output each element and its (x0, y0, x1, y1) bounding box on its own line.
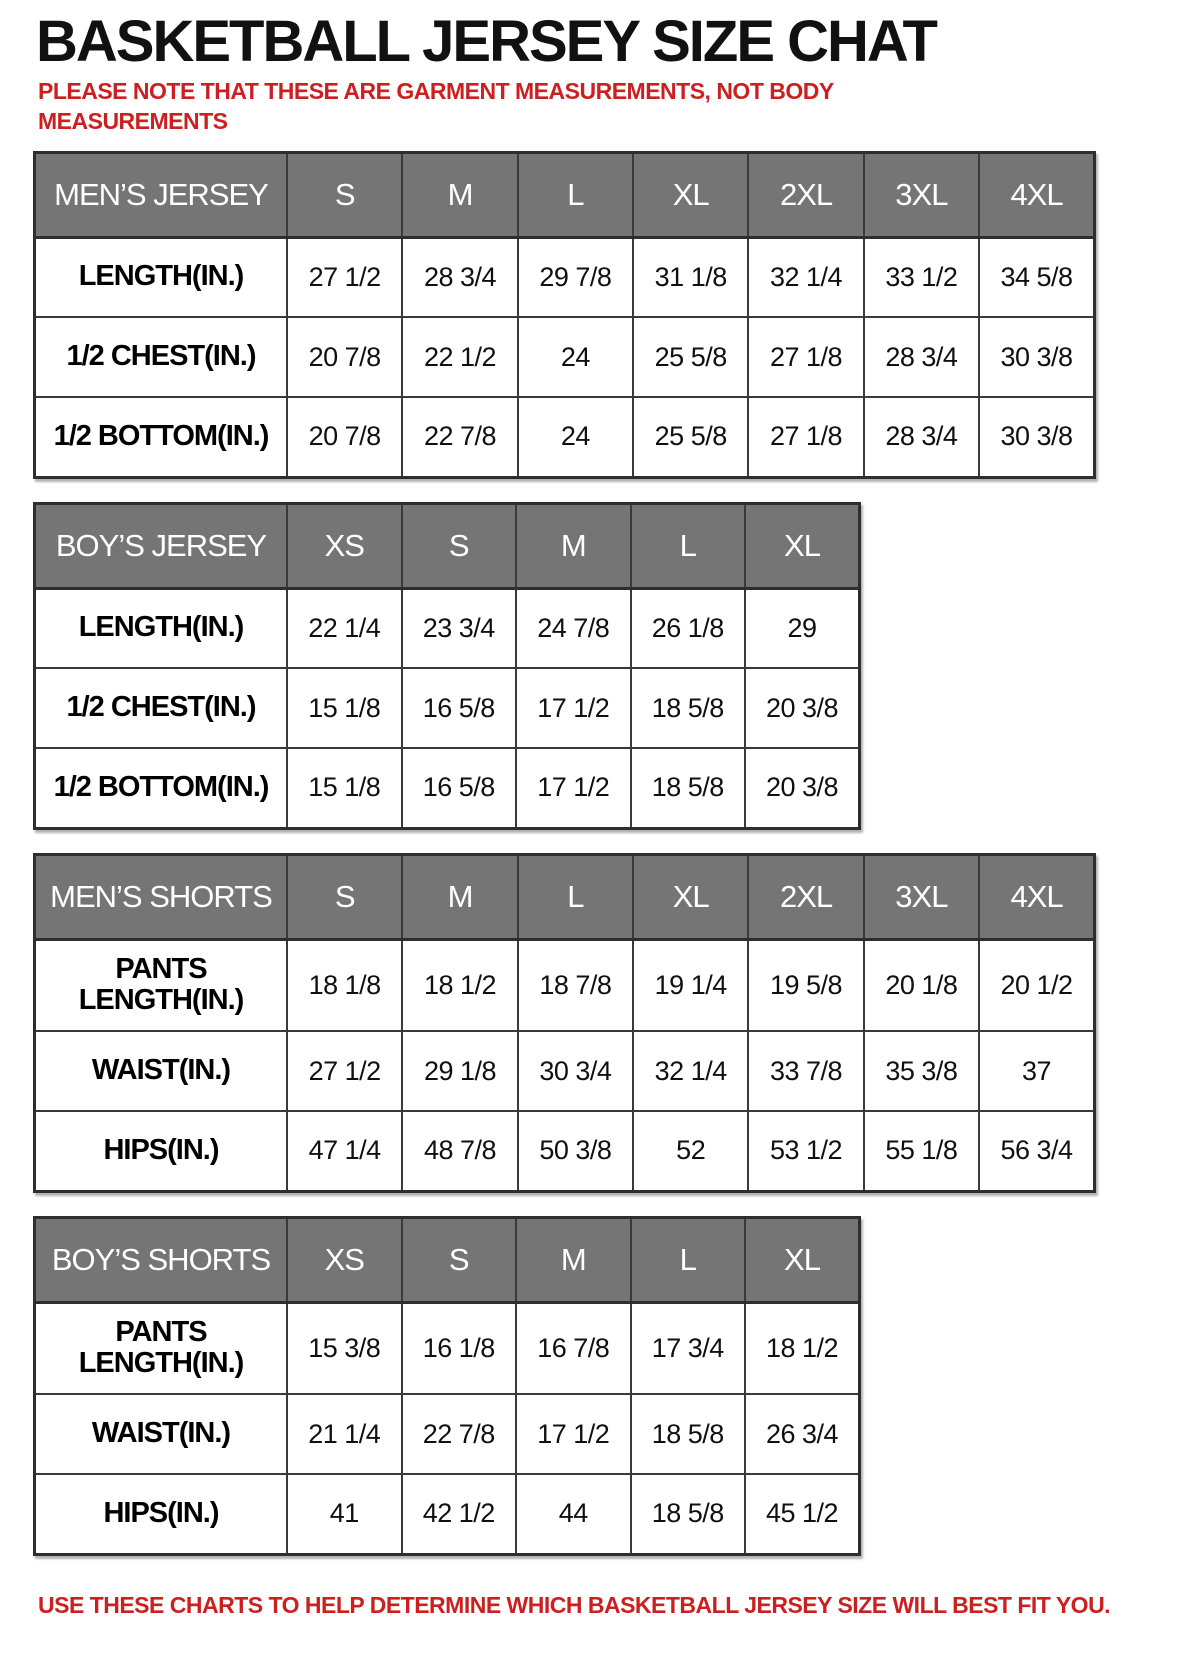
measurement-row (35, 1302, 860, 1394)
size-column-header: S (287, 152, 402, 237)
size-value-cell: 29 1/8 (402, 1031, 517, 1111)
size-value-cell: 20 3/8 (745, 748, 860, 828)
size-tables-container (33, 151, 1200, 1556)
size-value-cell: 26 3/4 (745, 1394, 860, 1474)
row-label: LENGTH(IN.) (35, 588, 288, 668)
size-column-header: M (516, 503, 631, 588)
size-table-mens-jersey (33, 151, 1096, 479)
garment-measurement-note: PLEASE NOTE THAT THESE ARE GARMENT MEASUREMENTS, NOT BODY MEASUREMENTS (38, 77, 834, 134)
table-title-cell: MEN’S JERSEY (35, 152, 288, 237)
size-value-cell: 24 (518, 317, 633, 397)
size-value-cell: 20 7/8 (287, 317, 402, 397)
size-value-cell: 18 5/8 (631, 668, 746, 748)
size-column-header: L (631, 503, 746, 588)
header-row (35, 1217, 860, 1302)
size-value-cell: 25 5/8 (633, 397, 748, 477)
size-column-header: L (631, 1217, 746, 1302)
size-value-cell: 47 1/4 (287, 1111, 402, 1191)
header-row (35, 503, 860, 588)
size-value-cell: 33 7/8 (748, 1031, 863, 1111)
size-column-header: XL (745, 503, 860, 588)
footer-usage-note: USE THESE CHARTS TO HELP DETERMINE WHICH BASKETBALL JERSEY SIZE WILL BEST FIT YOU. (38, 1591, 1111, 1618)
size-value-cell: 33 1/2 (864, 237, 979, 317)
row-label: 1/2 CHEST(IN.) (35, 317, 288, 397)
measurement-row (35, 668, 860, 748)
measurement-row (35, 397, 1095, 477)
size-column-header: M (402, 854, 517, 939)
size-value-cell: 30 3/8 (979, 397, 1094, 477)
size-column-header: 3XL (864, 152, 979, 237)
size-value-cell: 21 1/4 (287, 1394, 402, 1474)
size-value-cell: 27 1/2 (287, 237, 402, 317)
size-column-header: XL (633, 854, 748, 939)
size-value-cell: 41 (287, 1474, 402, 1554)
size-value-cell: 32 1/4 (633, 1031, 748, 1111)
size-column-header: S (402, 503, 517, 588)
size-value-cell: 23 3/4 (402, 588, 517, 668)
size-value-cell: 53 1/2 (748, 1111, 863, 1191)
size-value-cell: 56 3/4 (979, 1111, 1094, 1191)
size-value-cell: 30 3/8 (979, 317, 1094, 397)
size-value-cell: 29 (745, 588, 860, 668)
size-value-cell: 18 1/8 (287, 939, 402, 1031)
size-value-cell: 44 (516, 1474, 631, 1554)
size-value-cell: 30 3/4 (518, 1031, 633, 1111)
size-column-header: 3XL (864, 854, 979, 939)
size-value-cell: 18 7/8 (518, 939, 633, 1031)
row-label: LENGTH(IN.) (35, 237, 288, 317)
size-table-boys-jersey (33, 502, 861, 830)
size-column-header: 4XL (979, 152, 1094, 237)
table-title-cell: BOY’S SHORTS (35, 1217, 288, 1302)
measurement-row (35, 237, 1095, 317)
size-value-cell: 24 7/8 (516, 588, 631, 668)
size-value-cell: 32 1/4 (748, 237, 863, 317)
size-value-cell: 18 1/2 (402, 939, 517, 1031)
size-value-cell: 16 5/8 (402, 668, 517, 748)
row-label: PANTS LENGTH(IN.) (35, 939, 288, 1031)
measurement-row (35, 1031, 1095, 1111)
size-column-header: S (402, 1217, 517, 1302)
size-value-cell: 22 1/2 (402, 317, 517, 397)
size-value-cell: 18 5/8 (631, 748, 746, 828)
size-value-cell: 20 1/8 (864, 939, 979, 1031)
size-value-cell: 50 3/8 (518, 1111, 633, 1191)
row-label: WAIST(IN.) (35, 1394, 288, 1474)
measurement-row (35, 588, 860, 668)
size-value-cell: 55 1/8 (864, 1111, 979, 1191)
size-column-header: 2XL (748, 854, 863, 939)
size-column-header: 4XL (979, 854, 1094, 939)
size-value-cell: 45 1/2 (745, 1474, 860, 1554)
size-value-cell: 34 5/8 (979, 237, 1094, 317)
row-label: 1/2 BOTTOM(IN.) (35, 748, 288, 828)
size-table-boys-shorts (33, 1216, 861, 1556)
size-column-header: 2XL (748, 152, 863, 237)
size-column-header: M (402, 152, 517, 237)
size-value-cell: 27 1/8 (748, 317, 863, 397)
row-label: 1/2 BOTTOM(IN.) (35, 397, 288, 477)
table-title-cell: MEN’S SHORTS (35, 854, 288, 939)
size-value-cell: 17 1/2 (516, 748, 631, 828)
size-value-cell: 16 1/8 (402, 1302, 517, 1394)
size-value-cell: 19 1/4 (633, 939, 748, 1031)
size-column-header: XS (287, 1217, 402, 1302)
size-value-cell: 28 3/4 (864, 317, 979, 397)
row-label: WAIST(IN.) (35, 1031, 288, 1111)
size-value-cell: 20 3/8 (745, 668, 860, 748)
size-value-cell: 22 7/8 (402, 397, 517, 477)
size-value-cell: 17 1/2 (516, 1394, 631, 1474)
size-column-header: XS (287, 503, 402, 588)
row-label: PANTS LENGTH(IN.) (35, 1302, 288, 1394)
table-title-cell: BOY’S JERSEY (35, 503, 288, 588)
size-value-cell: 29 7/8 (518, 237, 633, 317)
size-value-cell: 35 3/8 (864, 1031, 979, 1111)
size-value-cell: 16 5/8 (402, 748, 517, 828)
row-label: HIPS(IN.) (35, 1474, 288, 1554)
size-column-header: XL (745, 1217, 860, 1302)
size-value-cell: 27 1/2 (287, 1031, 402, 1111)
size-value-cell: 28 3/4 (864, 397, 979, 477)
size-value-cell: 15 1/8 (287, 748, 402, 828)
size-value-cell: 19 5/8 (748, 939, 863, 1031)
size-value-cell: 27 1/8 (748, 397, 863, 477)
measurement-row (35, 317, 1095, 397)
measurement-row (35, 939, 1095, 1031)
size-value-cell: 16 7/8 (516, 1302, 631, 1394)
header-row (35, 152, 1095, 237)
size-column-header: XL (633, 152, 748, 237)
header-row (35, 854, 1095, 939)
size-value-cell: 18 5/8 (631, 1394, 746, 1474)
size-value-cell: 17 3/4 (631, 1302, 746, 1394)
size-value-cell: 31 1/8 (633, 237, 748, 317)
page-title: BASKETBALL JERSEY SIZE CHAT (36, 9, 936, 74)
size-column-header: S (287, 854, 402, 939)
size-value-cell: 20 1/2 (979, 939, 1094, 1031)
size-value-cell: 17 1/2 (516, 668, 631, 748)
measurement-row (35, 748, 860, 828)
size-value-cell: 48 7/8 (402, 1111, 517, 1191)
size-value-cell: 25 5/8 (633, 317, 748, 397)
measurement-row (35, 1394, 860, 1474)
size-value-cell: 15 3/8 (287, 1302, 402, 1394)
size-value-cell: 28 3/4 (402, 237, 517, 317)
size-value-cell: 42 1/2 (402, 1474, 517, 1554)
size-value-cell: 26 1/8 (631, 588, 746, 668)
row-label: HIPS(IN.) (35, 1111, 288, 1191)
row-label: 1/2 CHEST(IN.) (35, 668, 288, 748)
size-value-cell: 52 (633, 1111, 748, 1191)
measurement-row (35, 1111, 1095, 1191)
size-value-cell: 22 1/4 (287, 588, 402, 668)
size-value-cell: 22 7/8 (402, 1394, 517, 1474)
size-column-header: L (518, 152, 633, 237)
size-value-cell: 20 7/8 (287, 397, 402, 477)
size-value-cell: 24 (518, 397, 633, 477)
size-value-cell: 37 (979, 1031, 1094, 1111)
size-chart-page (0, 9, 1200, 1679)
size-value-cell: 15 1/8 (287, 668, 402, 748)
size-value-cell: 18 5/8 (631, 1474, 746, 1554)
size-column-header: L (518, 854, 633, 939)
size-table-mens-shorts (33, 853, 1096, 1193)
size-value-cell: 18 1/2 (745, 1302, 860, 1394)
size-column-header: M (516, 1217, 631, 1302)
measurement-row (35, 1474, 860, 1554)
